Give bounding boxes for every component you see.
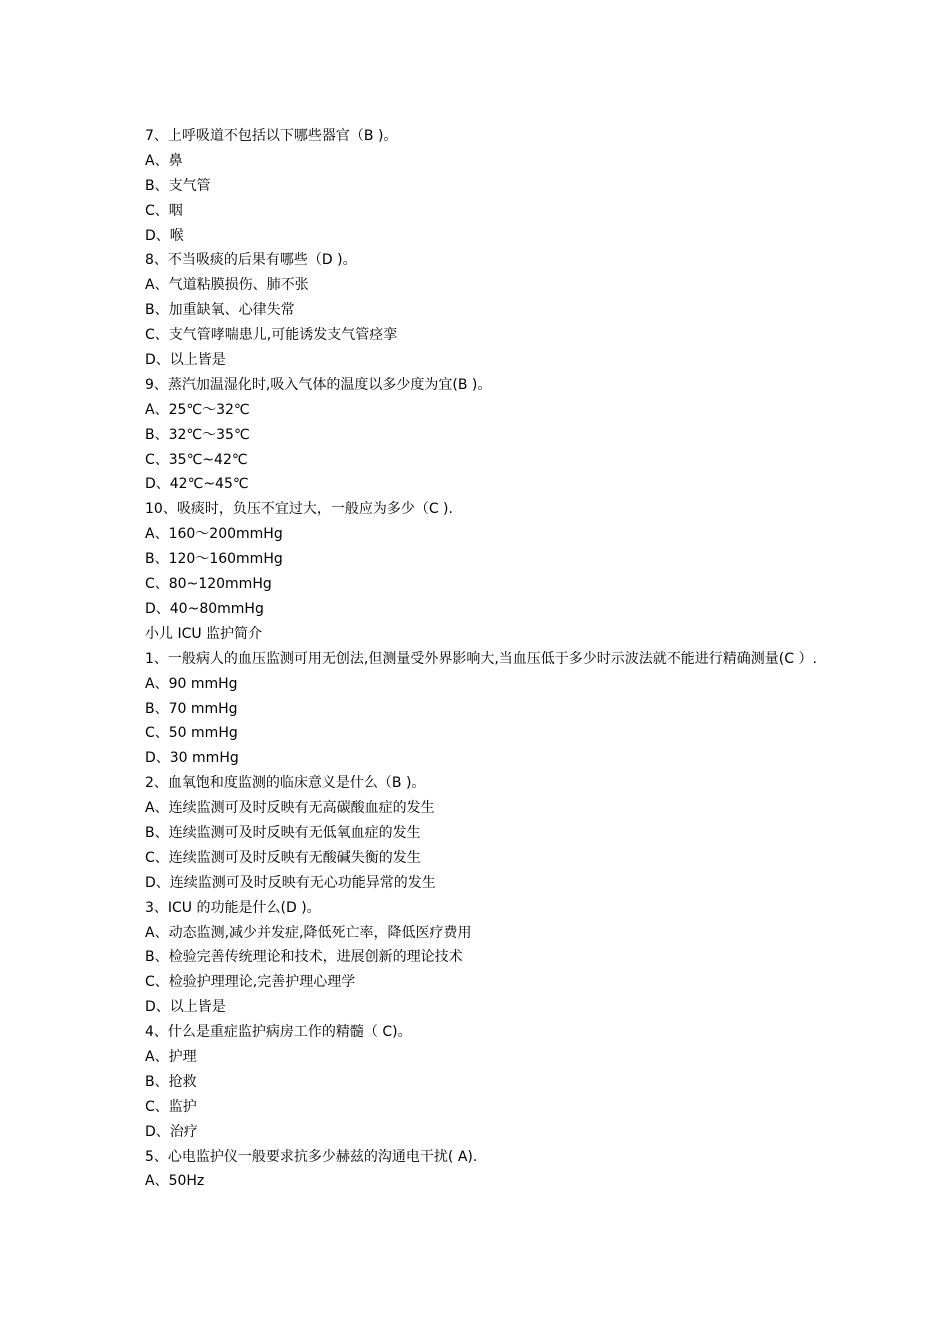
- question-1: 1、一般病人的血压监测可用无创法,但测量受外界影响大,当血压低于多少时示波法就不能进行精确测量(C ）.: [145, 650, 817, 667]
- option-d: D、以上皆是: [145, 352, 226, 369]
- option-c: C、支气管哮喘患儿,可能诱发支气管痉挛: [145, 327, 398, 344]
- option-a: A、160～200mmHg: [145, 526, 283, 543]
- option-c: C、连续监测可及时反映有无酸碱失衡的发生: [145, 849, 421, 866]
- option-a: A、鼻: [145, 152, 183, 169]
- option-b: B、120～160mmHg: [145, 551, 283, 568]
- question-3: 3、ICU 的功能是什么(D )。: [145, 899, 321, 916]
- option-a: A、护理: [145, 1048, 197, 1065]
- option-a: A、90 mmHg: [145, 675, 238, 692]
- option-d: D、治疗: [145, 1123, 198, 1140]
- question-7: 7、上呼吸道不包括以下哪些器官（B )。: [145, 128, 398, 144]
- option-b: B、支气管: [145, 177, 211, 194]
- question-10: 10、吸痰时，负压不宜过大，一般应为多少（C ).: [145, 501, 453, 518]
- question-8: 8、不当吸痰的后果有哪些（D )。: [145, 252, 357, 269]
- option-b: B、70 mmHg: [145, 700, 238, 717]
- question-5: 5、心电监护仪一般要求抗多少赫兹的沟通电干扰( A).: [145, 1148, 478, 1165]
- option-b: B、检验完善传统理论和技术，进展创新的理论技术: [145, 949, 463, 966]
- question-9: 9、蒸汽加温湿化时,吸入气体的温度以多少度为宜(B )。: [145, 376, 492, 393]
- option-a: A、50Hz: [145, 1173, 205, 1190]
- option-b: B、32℃～35℃: [145, 426, 250, 443]
- option-c: C、80~120mmHg: [145, 576, 272, 593]
- option-b: B、抢救: [145, 1073, 197, 1090]
- question-2: 2、血氧饱和度监测的临床意义是什么（B )。: [145, 775, 426, 792]
- question-4: 4、什么是重症监护病房工作的精髓（ C)。: [145, 1024, 412, 1041]
- option-b: B、连续监测可及时反映有无低氧血症的发生: [145, 824, 421, 841]
- option-c: C、50 mmHg: [145, 725, 238, 742]
- option-c: C、35℃~42℃: [145, 451, 248, 468]
- option-a: A、动态监测,减少并发症,降低死亡率，降低医疗费用: [145, 924, 472, 941]
- option-a: A、气道粘膜损伤、肺不张: [145, 277, 309, 294]
- option-d: D、喉: [145, 227, 184, 244]
- option-c: C、监护: [145, 1098, 197, 1115]
- option-c: C、咽: [145, 202, 183, 219]
- section-heading: 小儿 ICU 监护简介: [145, 625, 263, 642]
- option-a: A、25℃～32℃: [145, 401, 250, 418]
- option-d: D、42℃~45℃: [145, 476, 249, 493]
- option-d: D、40~80mmHg: [145, 600, 264, 617]
- option-b: B、加重缺氧、心律失常: [145, 302, 295, 319]
- option-a: A、连续监测可及时反映有无高碳酸血症的发生: [145, 800, 435, 817]
- option-d: D、30 mmHg: [145, 750, 239, 767]
- document-body: [145, 124, 825, 1194]
- option-c: C、检验护理理论,完善护理心理学: [145, 974, 356, 991]
- option-d: D、以上皆是: [145, 999, 226, 1016]
- option-d: D、连续监测可及时反映有无心功能异常的发生: [145, 874, 436, 891]
